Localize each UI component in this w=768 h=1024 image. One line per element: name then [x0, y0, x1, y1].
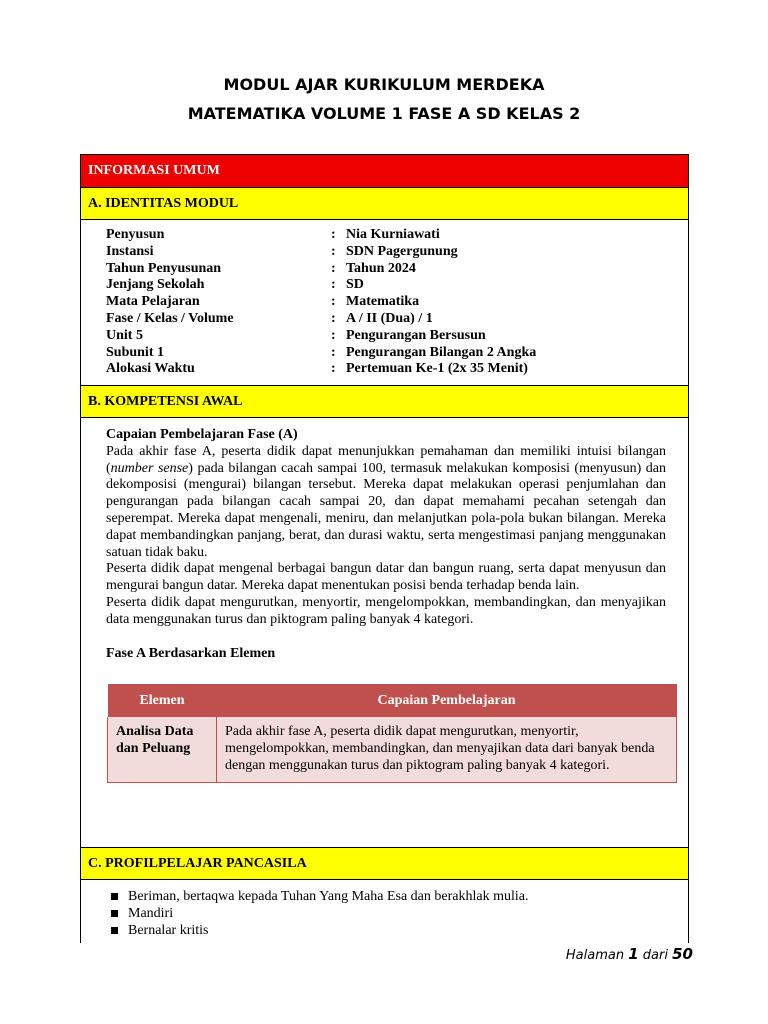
cp-text: ) pada bilangan cacah sampai 100, termasuk melakukan komposisi (menyusun) dan dekomposisi (mengurai) bilangan tersebut. Mereka dapat melakukan operasi penjumlahan dan pengurangan pada bilangan cacah sampai 20, dan dapat memahami pecahan setengah dan seperempat. Mereka dapat mengenali, meniru, dan melanjutkan pola-pola bukan bilangan. Mereka dapat membandingkan panjang, berat, dan durasi waktu, serta mengestimasi panjang menggunakan satuan tidak baku. [106, 460, 666, 560]
bullet-square-icon [111, 910, 118, 917]
footer-total-pages: 50 [672, 945, 693, 963]
table-header-cp: Capaian Pembelajaran [217, 684, 677, 717]
ident-value: SDN Pagergunung [346, 243, 458, 259]
ident-row [106, 345, 536, 362]
list-item-text: Mandiri [128, 906, 174, 921]
module-frame [80, 154, 689, 943]
ident-row [106, 311, 536, 328]
table-cell-elemen: Analisa Data dan Peluang [108, 717, 217, 783]
footer-middle: dari [638, 948, 673, 963]
cp-paragraph [106, 444, 666, 562]
table-header-elemen: Elemen [108, 684, 217, 717]
ident-colon: : [331, 327, 336, 343]
kompetensi-body [106, 427, 666, 662]
table-cell-cp: Pada akhir fase A, peserta didik dapat mengurutkan, menyortir, mengelompokkan, membandingkan, dan menyajikan data dari banyak benda dengan menggunakan turus dan piktogram paling banyak 4 kategori. [217, 717, 677, 783]
ident-label: Instansi [106, 243, 154, 259]
document-subtitle: MATEMATIKA VOLUME 1 FASE A SD KELAS 2 [187, 104, 581, 123]
ident-value: A / II (Dua) / 1 [346, 310, 433, 326]
ident-label: Unit 5 [106, 327, 143, 343]
ident-row [106, 244, 536, 261]
ident-label: Tahun Penyusunan [106, 260, 222, 276]
bullet-square-icon [111, 893, 118, 900]
ident-row [106, 294, 536, 311]
table-row [108, 717, 677, 783]
cp-paragraph: Peserta didik dapat mengurutkan, menyortir, mengelompokkan, membandingkan, dan menyajikan data menggunakan turus dan piktogram paling banyak 4 kategori. [106, 594, 666, 627]
ident-value: Pengurangan Bilangan 2 Angka [346, 344, 537, 360]
list-item-text: Beriman, bertaqwa kepada Tuhan Yang Maha Esa dan berakhlak mulia. [128, 889, 529, 904]
footer-prefix: Halaman [565, 948, 629, 963]
ident-value: SD [346, 277, 364, 293]
cp-paragraph: Peserta didik dapat mengenal berbagai bangun datar dan bangun ruang, serta dapat menyusun dan mengurai bangun datar. Mereka dapat menentukan posisi benda terhadap benda lain. [106, 561, 666, 594]
ident-value: Matematika [346, 294, 420, 310]
ident-row [106, 277, 536, 294]
ident-colon: : [331, 227, 336, 242]
document-title: MODUL AJAR KURIKULUM MERDEKA [223, 75, 545, 94]
list-item [111, 922, 528, 939]
list-item-text: Bernalar kritis [128, 923, 209, 938]
profil-pancasila-bar: C. PROFILPELAJAR PANCASILA [81, 847, 688, 880]
ident-value: Pertemuan Ke-1 (2x 35 Menit) [346, 361, 528, 377]
elemen-table [107, 684, 677, 783]
cp-text: Pada akhir fase A, peserta didik dapat menunjukkan pemahaman dan memiliki intuisi bilangan ( [106, 443, 666, 476]
kompetensi-awal-bar: B. KOMPETENSI AWAL [81, 385, 688, 418]
ident-label: Alokasi Waktu [106, 361, 195, 377]
ident-value: Nia Kurniawati [346, 227, 440, 242]
cp-term: number sense [110, 460, 189, 476]
ident-label: Fase / Kelas / Volume [106, 310, 234, 326]
ident-row [106, 361, 536, 378]
ident-label: Subunit 1 [106, 344, 164, 360]
ident-row [106, 227, 536, 244]
ident-colon: : [331, 243, 336, 259]
ident-row [106, 328, 536, 345]
table-header-row [108, 684, 677, 717]
ident-colon: : [331, 277, 336, 293]
ident-label: Penyusun [106, 227, 165, 242]
identitas-list [106, 227, 536, 378]
elemen-heading: Fase A Berdasarkan Elemen [106, 645, 276, 661]
profil-list [111, 888, 528, 939]
ident-value: Tahun 2024 [346, 260, 416, 276]
list-item [111, 905, 528, 922]
ident-label: Mata Pelajaran [106, 294, 200, 310]
ident-colon: : [331, 260, 336, 276]
ident-colon: : [331, 294, 336, 310]
ident-colon: : [331, 310, 336, 326]
footer-page-number: 1 [628, 945, 639, 963]
identitas-modul-bar: A. IDENTITAS MODUL [81, 187, 688, 220]
ident-value: Pengurangan Bersusun [346, 327, 486, 343]
ident-colon: : [331, 344, 336, 360]
page-footer [566, 945, 693, 963]
bullet-square-icon [111, 927, 118, 934]
list-item [111, 888, 528, 905]
ident-row [106, 261, 536, 278]
ident-label: Jenjang Sekolah [106, 277, 205, 293]
informasi-umum-bar: INFORMASI UMUM [81, 155, 688, 187]
ident-colon: : [331, 361, 336, 377]
cp-heading: Capaian Pembelajaran Fase (A) [106, 427, 298, 442]
